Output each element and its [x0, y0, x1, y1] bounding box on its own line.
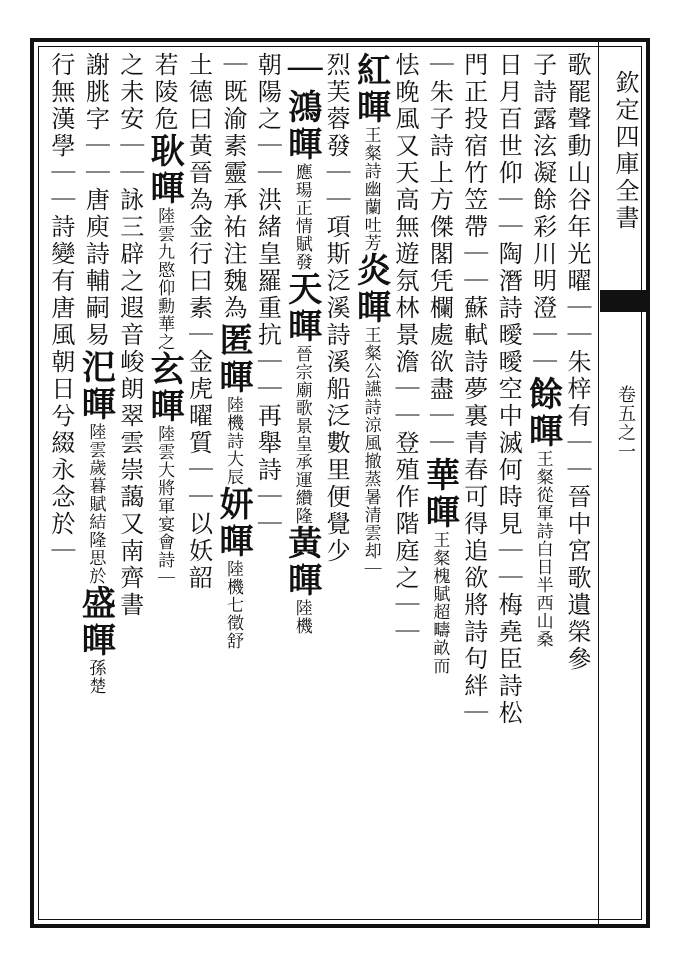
entry-text: ｜既渝素靈承祐注魏為 [218, 52, 247, 322]
entry-text: 詩｜｜ [253, 457, 282, 538]
entry-text: 若陵危 [150, 52, 179, 133]
entry-headword: 華暉 [419, 457, 460, 531]
entry-text: 登殖作階庭之｜｜ [390, 430, 419, 646]
entry-text: 謝朓字｜｜唐庾詩輔嗣易 [81, 52, 110, 349]
entry-citation: 晉宗廟歌景皇承運纘隆 [291, 345, 312, 525]
entry-text: 怯晚風又天高無遊氛林景澹｜｜ [390, 52, 419, 430]
entry-citation: 陸機 [291, 599, 312, 635]
entry-text: 峻朗翠雲崇藹又南齊書 [115, 349, 144, 619]
entry-citation: 王粲詩幽蘭吐芳 [360, 126, 381, 252]
entry-text: ｜｜以妖韶 [184, 457, 213, 592]
entry-headword: ｜鴻暉 [281, 52, 322, 163]
entry-text: 朝日兮綴永念於｜ [46, 349, 75, 565]
entry-citation: 王粲公讌詩涼風撤蒸暑清雲却｜ [360, 326, 381, 578]
entry-headword: 天暉 [281, 271, 322, 345]
entry-text: 梓有｜｜晉中宮歌遺榮參 [563, 376, 591, 673]
entry-headword: 妍暉 [212, 486, 253, 560]
entry-citation: 陸雲大將軍宴會詩｜ [154, 425, 175, 587]
entry-citation: 陸機七徵舒 [222, 560, 243, 650]
entry-headword: 餘暉 [522, 376, 563, 450]
entry-citation: 陸雲歲暮賦結隆思於 [85, 423, 106, 585]
entry-text: 土德曰黃晉為金行曰素 [184, 52, 213, 322]
entry-text: 門正投宿竹笠帶｜｜蘇軾詩夢裏青春可得追欲將詩句絆｜ [459, 52, 488, 727]
entry-text: 朝陽之｜｜ [253, 52, 282, 187]
entry-headword: 汜暉 [75, 349, 116, 423]
entry-headword: 匿暉 [212, 322, 253, 396]
entry-text: 日月百世仰｜｜陶潛詩曖曖空中滅何時見｜｜梅堯臣詩松 [494, 52, 523, 727]
entry-text: ｜朱子詩上方傑閣凭欄處欲盡｜｜ [425, 52, 454, 457]
entry-text: 之未安｜｜詠三辟之遐音 [115, 52, 144, 349]
entry-citation: 王粲從軍詩白日半西山桑 [532, 450, 553, 648]
entry-text: ｜金虎曜質 [184, 322, 213, 457]
entry-text: 烈芙蓉發｜｜ [322, 52, 351, 214]
entry-text: 子詩露泫凝餘彩川明澄｜｜ [528, 52, 557, 376]
entry-headword: 炎暉 [350, 252, 391, 326]
entry-citation: 陸雲九愍仰勳華之 [154, 207, 175, 351]
entry-headword: 玄暉 [144, 351, 185, 425]
entry-headword: 盛暉 [75, 585, 116, 659]
entry-citation: 應瑒正情賦發 [291, 163, 312, 271]
entry-citation: 王粲槐賦超疇畝而 [429, 531, 450, 675]
entry-text: 洪緒皇羅重抗｜｜再舉 [253, 187, 282, 457]
main-text [44, 52, 594, 912]
entry-citation: 陸機詩大辰 [222, 396, 243, 486]
volume-label: 卷五之一 [615, 385, 636, 461]
entry-headword: 耿暉 [144, 133, 185, 207]
entry-text: 行無漢學｜｜詩變有唐風 [46, 52, 75, 349]
entry-headword: 黃暉 [281, 525, 322, 599]
entry-citation: 孫楚 [85, 659, 106, 695]
entry-text: 歌罷聲動山谷年光曜｜｜朱 [563, 52, 591, 376]
entry-text: 項斯泛溪詩溪船泛數里便覺少 [322, 214, 351, 565]
entry-headword: 紅暉 [350, 52, 391, 126]
fish-tail-mark [600, 290, 648, 312]
book-title: 欽定四庫全書 [611, 70, 639, 232]
